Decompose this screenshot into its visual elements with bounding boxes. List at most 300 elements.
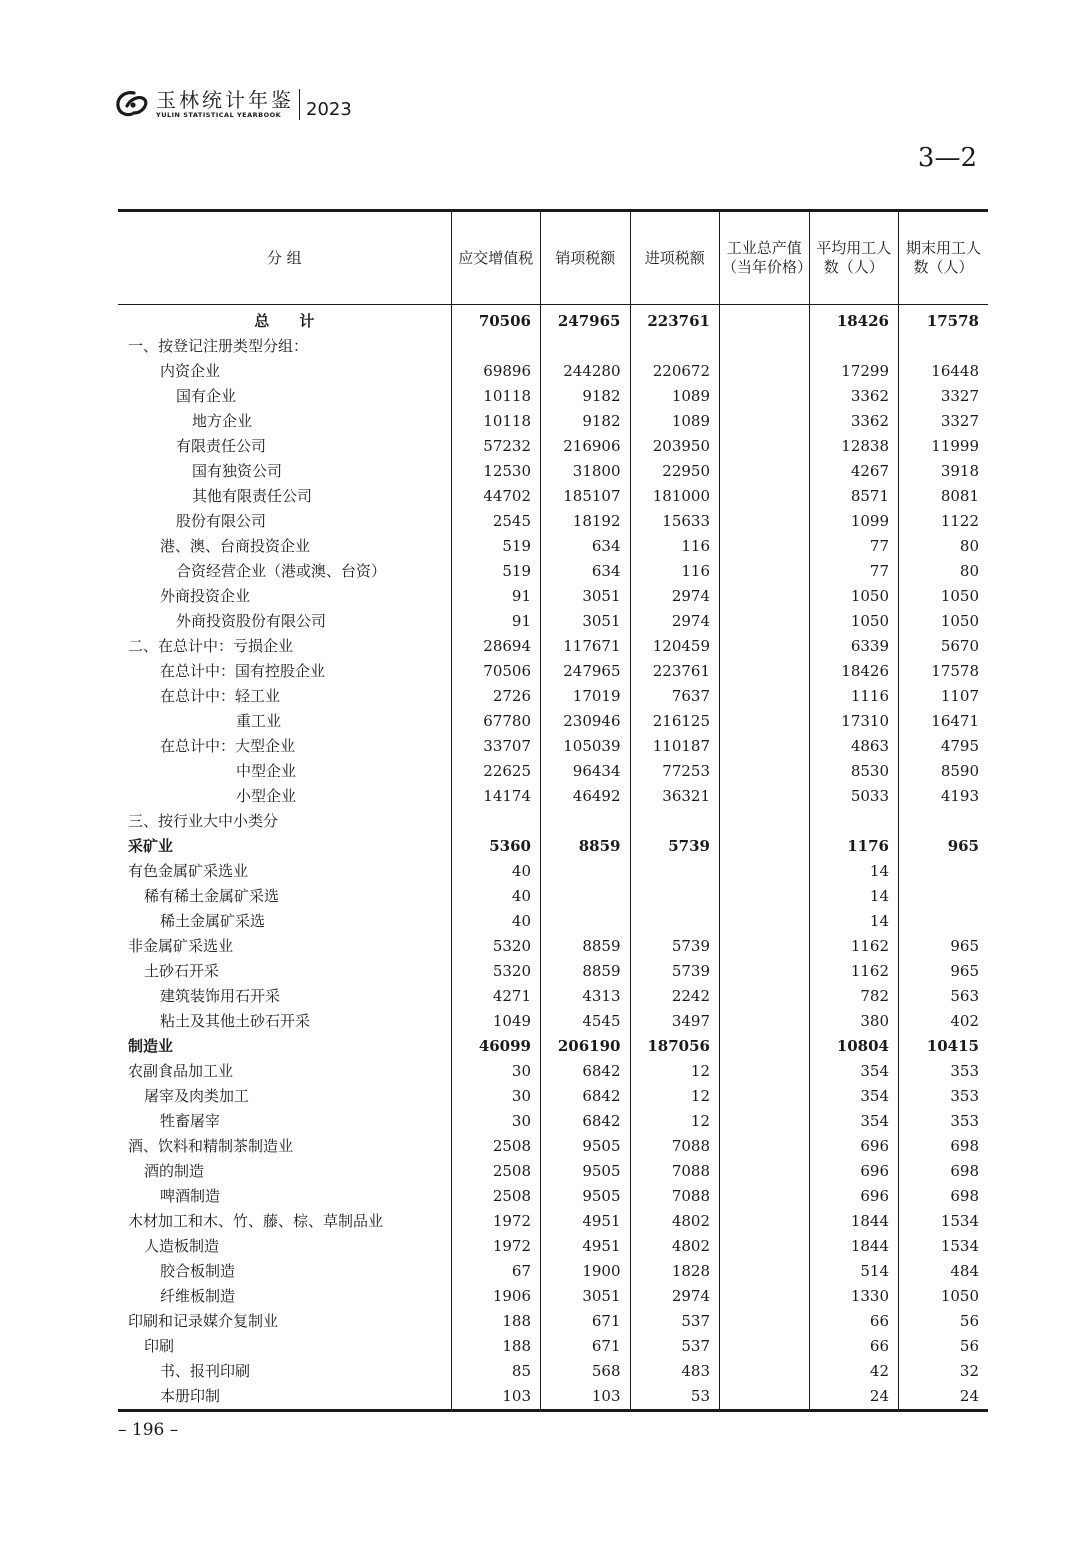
row-value: 40 [451,859,541,884]
row-label: 采矿业 [128,837,174,855]
table-row [118,434,988,459]
row-value: 1534 [899,1209,989,1234]
column-header-group: 分 组 [118,211,451,305]
row-value: 24 [899,1384,989,1411]
row-value: 30 [451,1109,541,1134]
row-value: 24 [809,1384,899,1411]
row-value: 1116 [809,684,899,709]
row-value [720,1109,810,1134]
row-value: 696 [809,1184,899,1209]
page-number: – 196 – [118,1420,179,1440]
row-value: 247965 [541,659,631,684]
row-value: 696 [809,1159,899,1184]
row-label: 合资经营企业（港或澳、台资） [176,562,387,580]
table-row [118,809,988,834]
row-value [720,1034,810,1059]
row-value: 181000 [630,484,720,509]
row-value: 5360 [451,834,541,859]
table-row [118,509,988,534]
yearbook-logo-icon [114,89,150,119]
row-value: 18192 [541,509,631,534]
row-value: 1050 [809,584,899,609]
row-value: 2242 [630,984,720,1009]
table-row [118,409,988,434]
row-value: 28694 [451,634,541,659]
row-value [720,559,810,584]
row-value [720,934,810,959]
column-header-output-tax: 销项税额 [541,211,631,305]
row-label: 总 计 [254,312,315,330]
table-row [118,1384,988,1411]
row-label: 重工业 [236,712,282,730]
table-row [118,984,988,1009]
row-value: 17019 [541,684,631,709]
row-value: 5033 [809,784,899,809]
table-row [118,584,988,609]
row-value: 634 [541,534,631,559]
row-label: 人造板制造 [144,1237,220,1255]
row-value: 3051 [541,609,631,634]
row-value [720,884,810,909]
row-value: 117671 [541,634,631,659]
row-label: 小型企业 [236,787,297,805]
row-value: 5739 [630,834,720,859]
row-value: 46492 [541,784,631,809]
row-value: 1844 [809,1234,899,1259]
row-value [720,484,810,509]
column-header-avg-employees: 平均用工人数（人） [809,211,899,305]
row-value: 16448 [899,359,989,384]
row-value: 247965 [541,305,631,335]
row-value: 3327 [899,409,989,434]
table-row [118,909,988,934]
row-value: 7088 [630,1134,720,1159]
row-value: 91 [451,609,541,634]
table-row [118,484,988,509]
row-value: 230946 [541,709,631,734]
row-value [720,984,810,1009]
row-value: 3362 [809,384,899,409]
row-value: 3497 [630,1009,720,1034]
row-value: 17578 [899,659,989,684]
row-value [720,534,810,559]
row-value: 40 [451,884,541,909]
row-value: 4267 [809,459,899,484]
row-value: 103 [451,1384,541,1411]
row-value [630,334,720,359]
row-value: 10118 [451,409,541,434]
row-value: 116 [630,534,720,559]
row-value: 31800 [541,459,631,484]
row-label: 外商投资股份有限公司 [176,612,327,630]
row-label: 屠宰及肉类加工 [144,1087,250,1105]
table-row [118,1009,988,1034]
table-row [118,359,988,384]
row-value: 14 [809,884,899,909]
row-label: 制造业 [128,1037,174,1055]
table-row [118,684,988,709]
row-value: 537 [630,1334,720,1359]
row-value: 44702 [451,484,541,509]
row-value [630,859,720,884]
row-value: 965 [899,834,989,859]
row-value: 4802 [630,1209,720,1234]
row-value: 9505 [541,1159,631,1184]
row-value [720,709,810,734]
row-value [720,1334,810,1359]
row-value: 402 [899,1009,989,1034]
row-value: 14 [809,909,899,934]
row-value: 2508 [451,1134,541,1159]
row-value [899,909,989,934]
row-value: 8859 [541,959,631,984]
row-value: 1162 [809,934,899,959]
row-value: 484 [899,1259,989,1284]
row-label: 股份有限公司 [176,512,267,530]
row-value: 12 [630,1059,720,1084]
row-value: 1900 [541,1259,631,1284]
row-value: 8859 [541,934,631,959]
row-value: 354 [809,1109,899,1134]
row-value: 353 [899,1084,989,1109]
row-value: 206190 [541,1034,631,1059]
table-body [118,305,988,1411]
row-value: 965 [899,959,989,984]
row-label: 有色金属矿采选业 [128,862,249,880]
row-value: 17299 [809,359,899,384]
row-value [720,834,810,859]
row-value: 3051 [541,1284,631,1309]
row-label: 酒的制造 [144,1162,205,1180]
row-value: 80 [899,559,989,584]
row-value: 4545 [541,1009,631,1034]
row-value: 3051 [541,584,631,609]
row-value: 6842 [541,1059,631,1084]
row-label: 稀土金属矿采选 [160,912,266,930]
row-value: 2726 [451,684,541,709]
row-value [451,809,541,834]
row-value: 110187 [630,734,720,759]
row-value: 12 [630,1084,720,1109]
row-value: 188 [451,1309,541,1334]
row-value: 18426 [809,305,899,335]
row-value: 1176 [809,834,899,859]
row-value: 514 [809,1259,899,1284]
row-value [630,884,720,909]
row-label: 国有独资公司 [192,462,283,480]
row-value: 36321 [630,784,720,809]
row-value: 5320 [451,959,541,984]
row-value [720,1159,810,1184]
row-value: 380 [809,1009,899,1034]
table-row [118,709,988,734]
row-value: 4313 [541,984,631,1009]
row-label: 有限责任公司 [176,437,267,455]
column-header-gross-output: 工业总产值（当年价格） [720,211,810,305]
table-row [118,334,988,359]
row-value: 2974 [630,609,720,634]
row-value: 216125 [630,709,720,734]
row-value: 4863 [809,734,899,759]
column-header-vat-payable: 应交增值税 [451,211,541,305]
row-value: 2974 [630,584,720,609]
row-value: 103 [541,1384,631,1411]
row-value [720,909,810,934]
table-row [118,1059,988,1084]
row-value [720,334,810,359]
row-value: 70506 [451,305,541,335]
table-row [118,559,988,584]
row-value: 6842 [541,1084,631,1109]
row-value: 1050 [899,1284,989,1309]
book-subtitle: YULIN STATISTICAL YEARBOOK [156,110,282,119]
row-value: 77 [809,534,899,559]
row-label: 农副食品加工业 [128,1062,234,1080]
row-value [720,1134,810,1159]
row-value [720,1059,810,1084]
row-value [899,859,989,884]
row-value: 354 [809,1084,899,1109]
table-row [118,759,988,784]
row-value: 965 [899,934,989,959]
row-value: 220672 [630,359,720,384]
table-row [118,1259,988,1284]
row-value: 66 [809,1334,899,1359]
row-value: 105039 [541,734,631,759]
row-value: 1972 [451,1234,541,1259]
row-value: 9505 [541,1134,631,1159]
row-value: 4795 [899,734,989,759]
row-label: 木材加工和木、竹、藤、棕、草制品业 [128,1212,384,1230]
table-row [118,959,988,984]
table-row [118,305,988,335]
row-value: 56 [899,1309,989,1334]
row-label: 建筑装饰用石开采 [160,987,281,1005]
row-value: 57232 [451,434,541,459]
row-value: 3362 [809,409,899,434]
row-value: 1972 [451,1209,541,1234]
row-label: 中型企业 [236,762,297,780]
row-label: 国有企业 [176,387,237,405]
row-label: 印刷 [144,1337,175,1355]
row-value: 5739 [630,934,720,959]
row-value: 22950 [630,459,720,484]
row-value [720,1284,810,1309]
row-value: 5320 [451,934,541,959]
row-value: 1906 [451,1284,541,1309]
row-value: 8590 [899,759,989,784]
row-label: 一、按登记注册类型分组： [128,337,309,355]
table-row [118,1234,988,1259]
row-value: 116 [630,559,720,584]
row-value [720,784,810,809]
row-value [541,809,631,834]
row-label: 胶合板制造 [160,1262,236,1280]
row-value: 188 [451,1334,541,1359]
row-value: 3918 [899,459,989,484]
row-value [720,1009,810,1034]
row-value: 6842 [541,1109,631,1134]
row-label: 三、按行业大中小类分 [128,812,279,830]
row-value: 8530 [809,759,899,784]
row-value: 1162 [809,959,899,984]
row-label: 内资企业 [160,362,221,380]
row-label: 其他有限责任公司 [192,487,313,505]
table-row [118,884,988,909]
table-row [118,659,988,684]
row-value: 3327 [899,384,989,409]
row-value: 1089 [630,409,720,434]
row-value [720,634,810,659]
row-label: 纤维板制造 [160,1287,236,1305]
row-value: 22625 [451,759,541,784]
row-value: 96434 [541,759,631,784]
row-value [720,684,810,709]
table-row [118,1084,988,1109]
row-value: 12838 [809,434,899,459]
row-value: 4193 [899,784,989,809]
row-value: 67780 [451,709,541,734]
row-value: 1828 [630,1259,720,1284]
row-value: 17310 [809,709,899,734]
table-row [118,1134,988,1159]
table-row [118,1209,988,1234]
row-value: 353 [899,1059,989,1084]
row-value: 14 [809,859,899,884]
row-value [899,884,989,909]
row-value: 66 [809,1309,899,1334]
column-header-end-employees: 期末用工人数（人） [899,211,989,305]
row-value: 1330 [809,1284,899,1309]
row-value [720,1184,810,1209]
table-row [118,459,988,484]
row-value: 563 [899,984,989,1009]
row-value: 9182 [541,409,631,434]
row-value [720,305,810,335]
row-value: 16471 [899,709,989,734]
table-row [118,784,988,809]
row-value: 698 [899,1134,989,1159]
row-value: 77 [809,559,899,584]
row-value: 1089 [630,384,720,409]
row-value [720,734,810,759]
statistics-table [118,209,988,1412]
row-value [720,434,810,459]
row-value: 5670 [899,634,989,659]
row-value: 6339 [809,634,899,659]
row-value: 698 [899,1159,989,1184]
row-value: 671 [541,1334,631,1359]
row-value [720,459,810,484]
row-value: 216906 [541,434,631,459]
row-value: 2508 [451,1184,541,1209]
row-value: 223761 [630,305,720,335]
book-title: 玉林统计年鉴 [156,87,294,112]
row-value: 18426 [809,659,899,684]
row-label: 本册印制 [118,1384,451,1411]
row-value [720,1259,810,1284]
row-value: 12530 [451,459,541,484]
row-label: 非金属矿采选业 [128,937,234,955]
table-row [118,859,988,884]
row-value: 70506 [451,659,541,684]
row-label: 土砂石开采 [144,962,220,980]
row-value: 671 [541,1309,631,1334]
row-value [720,1084,810,1109]
row-value: 8081 [899,484,989,509]
column-header-input-tax: 进项税额 [630,211,720,305]
row-value: 244280 [541,359,631,384]
row-value: 10118 [451,384,541,409]
row-label: 二、在总计中：亏损企业 [128,637,294,655]
row-value: 634 [541,559,631,584]
table-header-row [118,211,988,305]
row-label: 酒、饮料和精制茶制造业 [128,1137,294,1155]
row-value [720,859,810,884]
row-value: 698 [899,1184,989,1209]
row-value: 354 [809,1059,899,1084]
row-value: 91 [451,584,541,609]
row-label: 稀有稀土金属矿采选 [144,887,280,905]
row-label: 印刷和记录媒介复制业 [128,1312,279,1330]
book-title-block [156,89,300,120]
row-label: 地方企业 [192,412,253,430]
row-value: 223761 [630,659,720,684]
table-row [118,1284,988,1309]
row-value: 4802 [630,1234,720,1259]
table-row [118,384,988,409]
row-value: 7088 [630,1159,720,1184]
row-value [720,1384,810,1411]
row-value: 537 [630,1309,720,1334]
row-value: 30 [451,1059,541,1084]
row-value: 32 [899,1359,989,1384]
table-row [118,1109,988,1134]
table-row [118,934,988,959]
row-label: 在总计中：轻工业 [160,687,281,705]
row-value: 4951 [541,1209,631,1234]
row-value: 2974 [630,1284,720,1309]
table-row [118,834,988,859]
table-row [118,734,988,759]
row-value: 10415 [899,1034,989,1059]
row-value: 1050 [899,584,989,609]
row-value: 7088 [630,1184,720,1209]
row-label: 书、报刊印刷 [160,1362,251,1380]
row-label: 外商投资企业 [160,587,251,605]
yearbook-header [114,84,352,124]
row-value: 9182 [541,384,631,409]
row-value: 2508 [451,1159,541,1184]
row-value: 8859 [541,834,631,859]
row-label: 粘土及其他土砂石开采 [160,1012,311,1030]
row-value: 56 [899,1334,989,1359]
row-value [720,959,810,984]
table-row [118,1159,988,1184]
row-value: 77253 [630,759,720,784]
row-value: 1107 [899,684,989,709]
row-value: 483 [630,1359,720,1384]
row-value: 69896 [451,359,541,384]
row-value [720,1234,810,1259]
row-value [809,334,899,359]
row-label: 啤酒制造 [160,1187,221,1205]
row-value: 33707 [451,734,541,759]
row-value: 11999 [899,434,989,459]
row-value: 10804 [809,1034,899,1059]
table-row [118,1359,988,1384]
book-year: 2023 [306,98,352,120]
